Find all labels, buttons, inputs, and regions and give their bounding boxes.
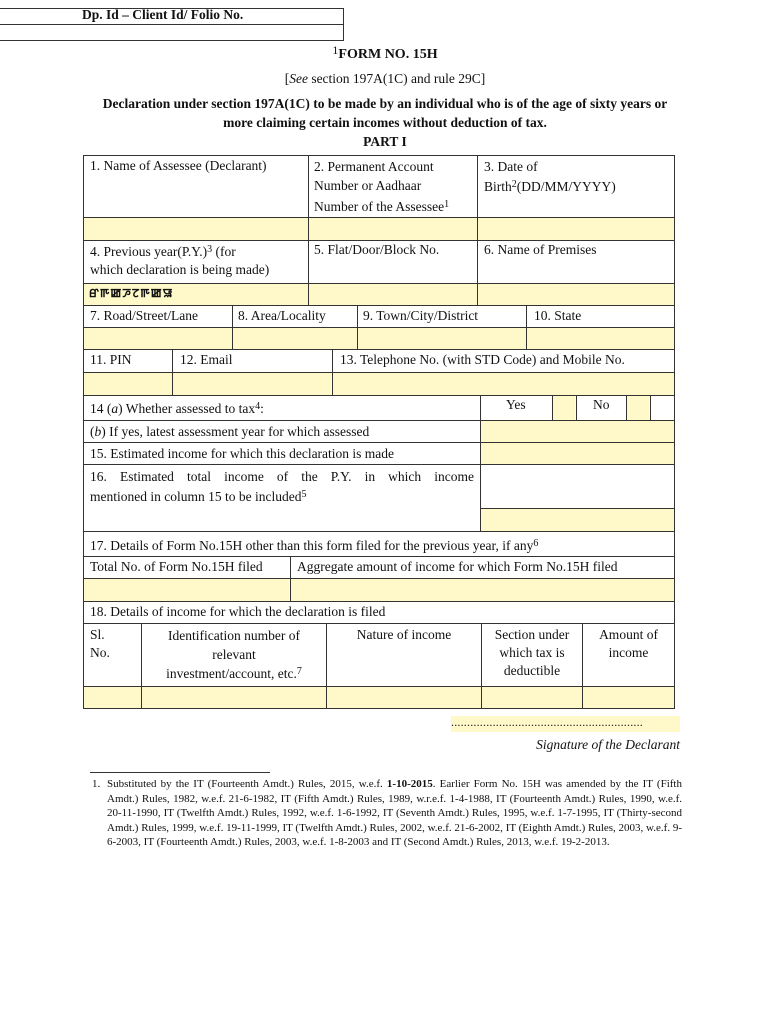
form15h-details-label: 17. Details of Form No.15H other than this form filed for the previous year, if any$^6$ (90, 538, 539, 553)
telephone-field[interactable] (333, 373, 674, 395)
sl-no-field[interactable] (84, 687, 141, 708)
road-label: 7. Road/Street/Lane (90, 308, 198, 323)
total-income-label: 16. Estimated total income of the P.Y. in which income mentioned in column 15 to be included$^5$ (90, 469, 474, 504)
yes-checkbox[interactable] (553, 396, 575, 420)
estimated-income-field[interactable] (481, 443, 674, 464)
premises-label: 6. Name of Premises (484, 242, 597, 257)
pin-field[interactable] (84, 373, 172, 395)
email-field[interactable] (173, 373, 331, 395)
aggregate-income-label: Aggregate amount of income for which Form No.15H filed (297, 559, 618, 574)
state-field[interactable] (527, 328, 674, 349)
pan-field[interactable] (309, 218, 477, 240)
identification-field[interactable] (142, 687, 326, 708)
dp-id-label: Dp. Id – Client Id/ Folio No. (82, 7, 244, 22)
pan-label: 2. Permanent Account Number or Aadhaar Number of the Assessee$^1$ (314, 159, 450, 214)
dob-label: 3. Date of Birth$^2$(DD/MM/YYYY) (484, 159, 616, 194)
nature-field[interactable] (327, 687, 481, 708)
town-field[interactable] (358, 328, 526, 349)
previous-year-value: ꯔꯒꯀꯍꯖꯒꯀꯎ (89, 286, 174, 300)
flat-label: 5. Flat/Door/Block No. (314, 242, 440, 257)
name-field[interactable] (84, 218, 308, 240)
assessment-year-field[interactable] (481, 421, 674, 442)
area-label: 8. Area/Locality (238, 308, 326, 323)
total-income-field[interactable] (481, 509, 674, 531)
yes-label: Yes (506, 397, 526, 412)
no-checkbox[interactable] (627, 396, 649, 420)
col-nature: Nature of income (356, 627, 452, 642)
area-field[interactable] (233, 328, 357, 349)
declaration-heading: Declaration under section 197A(1C) to be made by an individual who is of the age of sixty years or more claiming certain incomes without deduction of tax. (102, 96, 668, 130)
dob-field[interactable] (478, 218, 674, 240)
total-forms-field[interactable] (84, 579, 289, 601)
footnote: 1. Substituted by the IT (Fourteenth Amdt.) Rules, 2015, w.e.f. 1-10-2015. Earlier Form No. 15H was amended by the IT (Fifth Amdt.) Rules, 1982, w.e.f. 21-6-1982, IT (Fifth Amdt.) Rules, 1989, w.r.e.f. 1-4-1988, IT (Fourteenth Amdt.) Rules, 1990, w.e.f. 20-11-1990, IT (Twelfth Amdt.) Rules, 1992, w.e.f. 1-6-1992, IT (Seventh Amdt.) Rules, 1995, w.e.f. 1-7-1995, IT (Thirty-second Amdt.) Rules, 1999, w.e.f. 19-11-1999, IT (Twelfth Amdt.) Rules, 2002, w.e.f. 21-6-2002, IT (Eighth Amdt.) Rules, 2003, w.e.f. 9-6-2003, IT (Fourteenth Amdt.) Rules, 2003, w.e.f. 1-8-2003 and IT (Second Amdt.) Rules, 2013, w.e.f. 19-2-2013. (92, 778, 682, 848)
previous-year-label: 4. Previous $year(P.Y.)^3$ (for which declaration is being made) (90, 244, 270, 277)
email-label: 12. Email (180, 352, 233, 367)
town-label: 9. Town/City/District (363, 308, 479, 323)
total-forms-label: Total No. of Form No.15H filed (90, 559, 263, 574)
col-sl-no: Sl. No. (90, 627, 110, 660)
road-field[interactable] (84, 328, 232, 349)
assessment-year-label: (b) If yes, latest assessment year for which assessed (90, 424, 370, 439)
premises-field[interactable] (478, 283, 674, 305)
telephone-label: 13. Telephone No. (with STD Code) and Mobile No. (340, 352, 625, 367)
flat-field[interactable] (309, 283, 477, 305)
income-details-label: 18. Details of income for which the declaration is filed (90, 604, 386, 619)
signature-label: Signature of the Declarant (536, 737, 680, 752)
form-subtitle: [See section 197A(1C) and rule 29C] (284, 71, 486, 86)
estimated-income-label: 15. Estimated income for which this declaration is made (90, 446, 395, 461)
aggregate-income-field[interactable] (291, 579, 674, 601)
section-field[interactable] (482, 687, 582, 708)
dp-id-input[interactable] (0, 25, 343, 40)
state-label: 10. State (534, 308, 582, 323)
pin-label: 11. PIN (90, 352, 132, 367)
col-section: Section under which tax is deductible (494, 627, 570, 678)
form-title: $^1$FORM NO. 15H (332, 43, 438, 62)
amount-field[interactable] (583, 687, 674, 708)
part-heading: PART I (363, 134, 407, 149)
col-amount: Amount of income (599, 627, 658, 660)
no-label: No (593, 397, 610, 412)
assessed-label: 14 (a) Whether assessed to tax$^4$: (90, 401, 264, 416)
name-label: 1. Name of Assessee (Declarant) (90, 158, 267, 173)
signature-dots: ............................................................ (451, 715, 643, 729)
col-identification: Identification number of relevant investment/account, etc.$^7$ (166, 628, 302, 681)
footnote-rule (90, 772, 270, 773)
